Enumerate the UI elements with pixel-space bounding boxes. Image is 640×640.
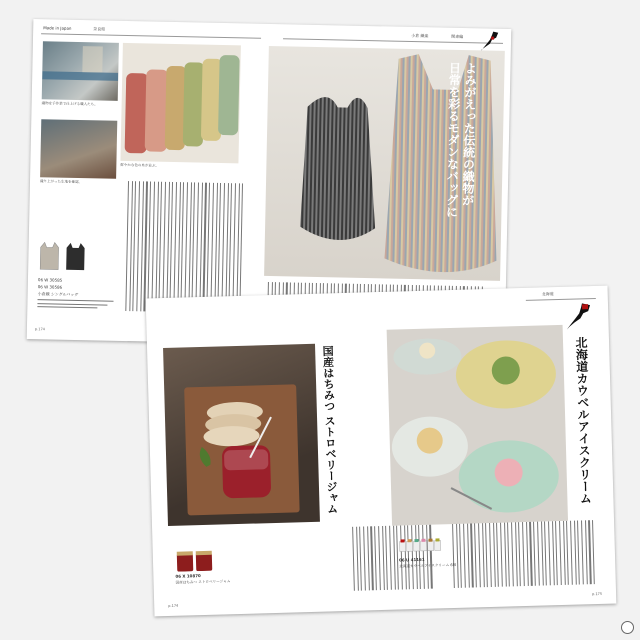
photo-thread-spools bbox=[120, 43, 240, 163]
header-made-in-japan: Made in Japan bbox=[43, 25, 72, 31]
jam-jars-thumbnail bbox=[175, 549, 216, 572]
product-specs bbox=[37, 299, 117, 312]
header-rule-left bbox=[41, 33, 261, 38]
ice-cream-cups-thumbnail bbox=[398, 534, 443, 555]
ice-cream-title: 北海道カウベルアイスクリーム bbox=[573, 336, 593, 505]
photo-weaving-loom bbox=[42, 41, 119, 101]
bottom-spread bbox=[146, 286, 617, 617]
japan-map-icon-bottom bbox=[564, 302, 593, 331]
bag-thumbnail-gray bbox=[38, 241, 61, 271]
product-code-1: 06 W 30585 bbox=[37, 277, 63, 283]
page-number-left-bottom: p.174 bbox=[168, 603, 179, 609]
jam-product-code: 06 X 10870 bbox=[175, 573, 201, 579]
page-number-left: p.174 bbox=[34, 327, 45, 332]
product-name: 小倉織 シングルバッグ bbox=[37, 291, 79, 298]
circle-icon[interactable] bbox=[621, 621, 634, 634]
headline-line1: よみがえった伝統の織物が bbox=[460, 62, 478, 207]
caption-fabric: 織り上がった生地を確認。 bbox=[39, 179, 83, 185]
jam-title: 国産はちみつ ストロベリージャム bbox=[321, 345, 339, 515]
ice-cream-product-name: 北海道カウベルアイスクリーム 6個 bbox=[399, 562, 457, 569]
region-tag: 北海道 bbox=[541, 291, 554, 297]
header-rule-right bbox=[283, 38, 503, 43]
ice-cream-article-body bbox=[452, 520, 595, 588]
region-rule bbox=[526, 298, 596, 301]
jam-product-name: 国産はちみつ ストロベリージャム bbox=[175, 579, 231, 585]
ice-cream-product-code: 06 U 41161 bbox=[398, 556, 425, 563]
photo-strawberry-jam bbox=[163, 344, 320, 526]
header-region-left: 奈良県 bbox=[93, 26, 106, 32]
headline-line2: 日常を彩るモダンなバッグに bbox=[444, 61, 462, 218]
photo-ice-cream bbox=[387, 325, 568, 526]
product-code-2: 06 W 30586 bbox=[37, 284, 63, 290]
page-number-right-bottom: p.175 bbox=[592, 591, 603, 597]
header-region-right: 関東編 bbox=[451, 33, 464, 40]
caption-spools: 鮮やかな色の糸が並ぶ。 bbox=[120, 162, 159, 168]
header-brand: 小倉 織楽 bbox=[411, 32, 429, 39]
article-body-left bbox=[125, 181, 243, 313]
bag-thumbnail-black bbox=[64, 242, 87, 272]
photo-fabric-roll bbox=[40, 119, 117, 179]
caption-loom: 織物を手作業で仕上げる職人たち。 bbox=[41, 101, 98, 107]
